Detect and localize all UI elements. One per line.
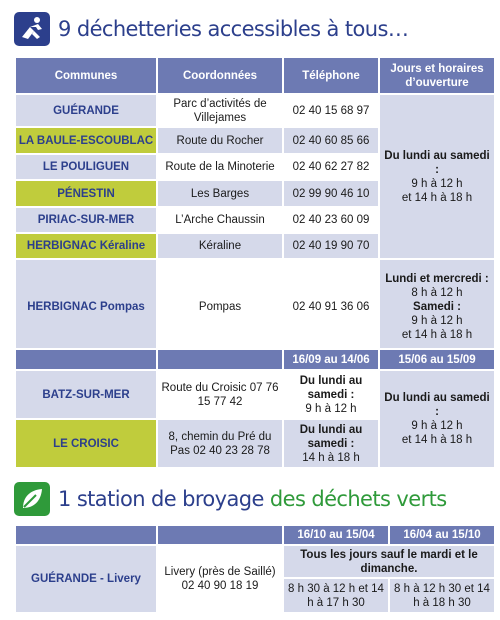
coord-cell: 8, chemin du Pré du Pas 02 40 23 28 78: [157, 419, 283, 468]
commune-cell: LE CROISIC: [15, 419, 157, 468]
section1-title: 9 déchetteries accessibles à tous…: [58, 17, 409, 41]
hours-time: 8 h à 12 h: [411, 287, 463, 299]
commune-cell: LA BAULE-ESCOUBLAC: [15, 127, 157, 154]
header-empty: [15, 349, 157, 370]
phone-cell: 02 99 90 46 10: [283, 180, 379, 207]
header-period-1: 16/09 au 14/06: [283, 349, 379, 370]
phone-cell: 02 40 60 85 66: [283, 127, 379, 154]
coord-cell: Les Barges: [157, 180, 283, 207]
days-cell: Tous les jours sauf le mardi et le dimanche.: [283, 545, 495, 578]
hours-days: Du lundi au samedi :: [299, 423, 363, 450]
header-communes: Communes: [15, 57, 157, 94]
hours-afternoon: et 14 h à 18 h: [401, 434, 473, 446]
section1-heading: [14, 12, 408, 46]
commune-cell: PÉNESTIN: [15, 180, 157, 207]
dechetteries-saison-table: [14, 348, 496, 469]
period2-hours-cell: [379, 370, 495, 468]
header-horaires: Jours et horaires d’ouverture: [379, 57, 495, 94]
hours-cell-group: [379, 94, 495, 259]
header-telephone: Téléphone: [283, 57, 379, 94]
dechetteries-table: [14, 56, 496, 356]
phone-cell: 02 40 91 36 06: [283, 259, 379, 355]
header-empty: [157, 525, 283, 545]
commune-cell: PIRIAC-SUR-MER: [15, 207, 157, 233]
coord-cell: Route de la Minoterie: [157, 154, 283, 180]
coord-cell: L’Arche Chaussin: [157, 207, 283, 233]
phone-cell: 02 40 23 60 09: [283, 207, 379, 233]
commune-cell: LE POULIGUEN: [15, 154, 157, 180]
hours-time: 9 h à 12 h: [411, 315, 463, 327]
section2-title-main: 1 station de broyage: [58, 487, 264, 511]
header-coordonnees: Coordonnées: [157, 57, 283, 94]
commune-cell: HERBIGNAC Pompas: [15, 259, 157, 355]
phone-cell: 02 40 15 68 97: [283, 94, 379, 127]
hours-time: 14 h à 18 h: [302, 451, 360, 464]
table-row: [15, 370, 495, 419]
phone-cell: 02 40 62 27 82: [283, 154, 379, 180]
header-empty: [157, 349, 283, 370]
section2-title: [58, 487, 447, 511]
table-row: [15, 259, 495, 355]
header-empty: [15, 525, 157, 545]
header-period-2: 16/04 au 15/10: [389, 525, 495, 545]
commune-cell: HERBIGNAC Kéraline: [15, 233, 157, 259]
coord-cell: Route du Rocher: [157, 127, 283, 154]
coord-cell: Pompas: [157, 259, 283, 355]
hours-days: Du lundi au samedi :: [299, 374, 363, 401]
coord-cell: Kéraline: [157, 233, 283, 259]
commune-cell: BATZ-SUR-MER: [15, 370, 157, 419]
header-period-2: 15/06 au 15/09: [379, 349, 495, 370]
hours-afternoon: et 14 h à 18 h: [401, 191, 473, 204]
period1-hours-cell: [283, 419, 379, 468]
hours-days: Lundi et mercredi :: [385, 273, 489, 285]
period1-hours-cell: [283, 370, 379, 419]
table-row: [15, 545, 495, 578]
coord-cell: Livery (près de Saillé) 02 40 90 18 19: [157, 545, 283, 613]
hours-days: Samedi :: [413, 301, 461, 313]
commune-cell: GUÉRANDE: [15, 94, 157, 127]
section2-title-green: des déchets verts: [269, 487, 447, 511]
recycling-person-icon: [14, 12, 50, 46]
hours-morning: 9 h à 12 h: [411, 420, 463, 432]
commune-cell: GUÉRANDE - Livery: [15, 545, 157, 613]
hours-cell-pompas: [379, 259, 495, 355]
section2-heading: [14, 482, 447, 516]
broyage-table: [14, 524, 496, 614]
hours-morning: 9 h à 12 h: [411, 177, 463, 190]
period1-hours-cell: 8 h 30 à 12 h et 14 h à 17 h 30: [283, 578, 389, 613]
leaf-icon: [14, 482, 50, 516]
hours-time: et 14 h à 18 h: [401, 329, 473, 341]
coord-cell: Route du Croisic 07 76 15 77 42: [157, 370, 283, 419]
phone-cell: 02 40 19 90 70: [283, 233, 379, 259]
period2-hours-cell: 8 h à 12 h 30 et 14 h à 18 h 30: [389, 578, 495, 613]
hours-time: 9 h à 12 h: [305, 402, 357, 415]
hours-days: Du lundi au samedi :: [384, 149, 490, 176]
table-row: [15, 94, 495, 127]
header-period-1: 16/10 au 15/04: [283, 525, 389, 545]
coord-cell: Parc d’activités de Villejames: [157, 94, 283, 127]
hours-days: Du lundi au samedi :: [384, 392, 490, 418]
